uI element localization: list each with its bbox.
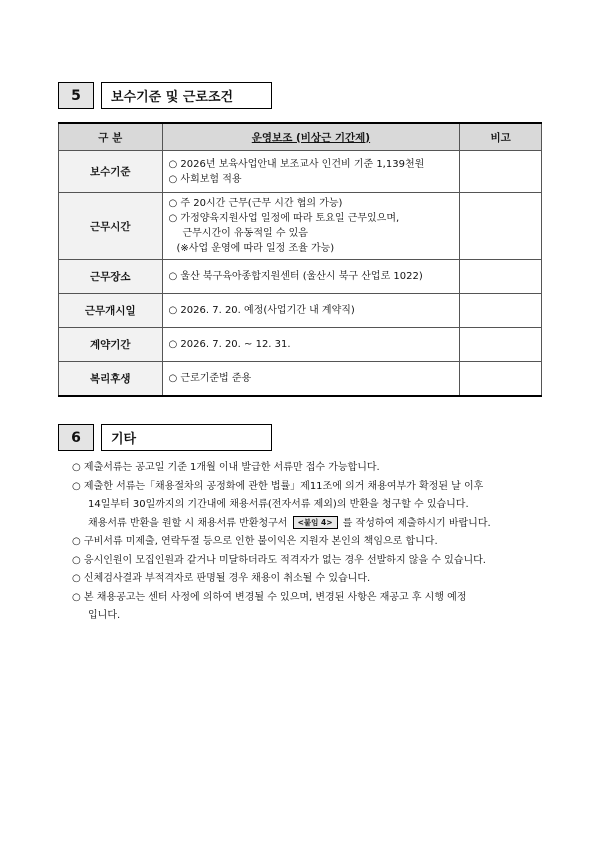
note-item: ○ 구비서류 미제출, 연락두절 등으로 인한 불이익은 지원자 본인의 책임으로 합니다. — [72, 536, 438, 547]
table-row — [59, 294, 542, 328]
table-row — [59, 362, 542, 396]
row-category: 복리후생 — [59, 362, 163, 396]
note-continuation: 14일부터 30일까지의 기간내에 채용서류(전자서류 제외)의 반환을 청구할 수 있습니다. — [88, 499, 469, 510]
row-remarks — [460, 294, 542, 328]
note-item: ○ 신체검사결과 부적격자로 판명될 경우 채용이 취소될 수 있습니다. — [72, 573, 371, 584]
note-item: ○ 본 채용공고는 센터 사정에 의하여 변경될 수 있으며, 변경된 사항은 재공고 후 시행 예정 — [72, 591, 467, 603]
header-remarks: 비고 — [460, 123, 542, 151]
row-category: 근무시간 — [59, 193, 163, 260]
row-remarks — [460, 362, 542, 396]
table-row — [59, 260, 542, 294]
row-description: ○ 근로기준법 준용 — [162, 362, 460, 396]
note-item: ○ 제출한 서류는「채용절차의 공정화에 관한 법률」제11조에 의거 채용여부가 확정된 날 이후 — [72, 480, 484, 492]
row-description: ○ 주 20시간 근무(근무 시간 협의 가능) ○ 가정양육지원사업 일정에 따라 토요일 근무있으며, 근무시간이 유동적일 수 있음 (※사업 운영에 따라 일정 조율 가능) — [162, 193, 460, 260]
row-description: ○ 2026년 보육사업안내 보조교사 인건비 기준 1,139천원 ○ 사회보험 적용 — [162, 151, 460, 193]
work-conditions-table — [58, 122, 542, 397]
section-5-title: 보수기준 및 근로조건 — [101, 82, 272, 109]
row-category: 근무개시일 — [59, 294, 163, 328]
attachment-badge: <붙임 4> — [293, 516, 338, 529]
note-continuation: 채용서류 반환을 원할 시 채용서류 반환청구서 <붙임 4> 를 작성하여 제출하시기 바랍니다. — [88, 517, 491, 529]
table-row — [59, 151, 542, 193]
note-item: ○ 응시인원이 모집인원과 같거나 미달하더라도 적격자가 없는 경우 선발하지 않을 수 있습니다. — [72, 554, 486, 566]
row-remarks — [460, 193, 542, 260]
row-description: ○ 울산 북구육아종합지원센터 (울산시 북구 산업로 1022) — [162, 260, 460, 294]
header-category: 구 분 — [59, 123, 163, 151]
row-category: 보수기준 — [59, 151, 163, 193]
row-description: ○ 2026. 7. 20. ~ 12. 31. — [162, 328, 460, 362]
row-category: 근무장소 — [59, 260, 163, 294]
row-category: 계약기간 — [59, 328, 163, 362]
header-description: 운영보조 (비상근 기간제) — [162, 123, 460, 151]
table-row — [59, 328, 542, 362]
section-5-header — [58, 82, 272, 109]
note-item: ○ 제출서류는 공고일 기준 1개월 이내 발급한 서류만 접수 가능합니다. — [72, 462, 380, 473]
row-remarks — [460, 260, 542, 294]
table-row — [59, 193, 542, 260]
section-6-header — [58, 424, 272, 451]
row-description: ○ 2026. 7. 20. 예정(사업기간 내 계약직) — [162, 294, 460, 328]
section-6-title: 기타 — [101, 424, 272, 451]
table-header-row — [59, 123, 542, 151]
row-remarks — [460, 151, 542, 193]
row-remarks — [460, 328, 542, 362]
section-6-number: 6 — [58, 424, 94, 451]
other-notes-list — [72, 459, 552, 626]
note-continuation: 입니다. — [88, 610, 121, 621]
section-5-number: 5 — [58, 82, 94, 109]
